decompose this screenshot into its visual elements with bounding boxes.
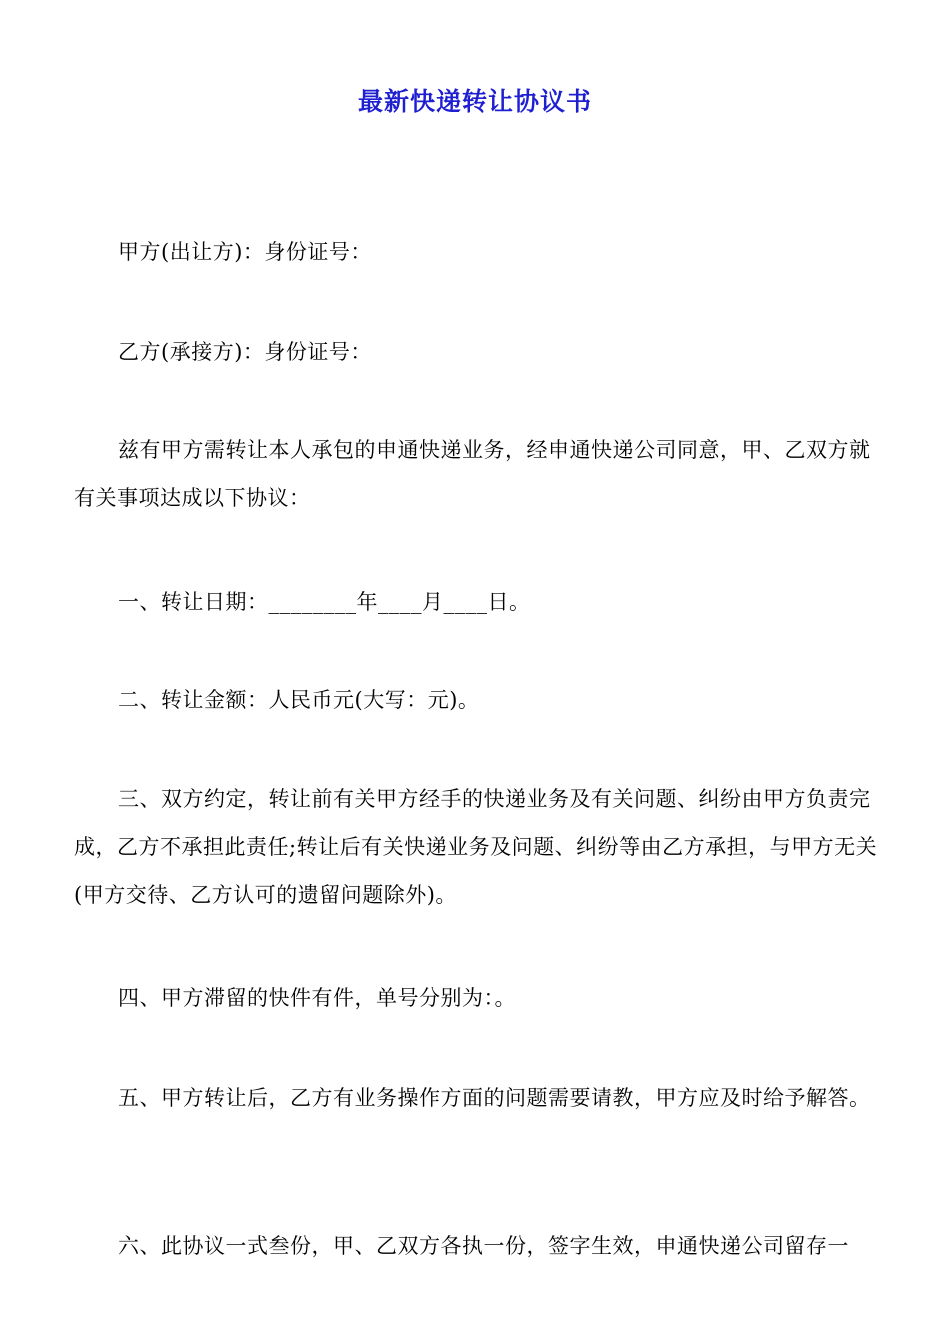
paragraph-clause-4: 四、甲方滞留的快件有件，单号分别为：。 [118,986,516,1010]
document-title: 最新快递转让协议书 [357,87,592,116]
paragraph-clause-2: 二、转让金额：人民币元(大写：元)。 [118,688,480,712]
paragraph-clause-6: 六、此协议一式叁份，甲、乙双方各执一份，签字生效，申通快递公司留存一 [118,1234,849,1258]
paragraph-clause-5: 五、甲方转让后，乙方有业务操作方面的问题需要请教，甲方应及时给予解答。 [118,1086,871,1110]
paragraph-party-a: 甲方(出让方)：身份证号： [118,240,372,264]
paragraph-clause-3: 三、双方约定，转让前有关甲方经手的快递业务及有关问题、纠纷由甲方负责完成，乙方不承担此责任;转让后有关快递业务及问题、纠纷等由乙方承担，与甲方无关(甲方交待、乙方认可的遗留问题除外)。 [74,787,878,907]
paragraph-preamble: 兹有甲方需转让本人承包的申通快递业务，经申通快递公司同意，甲、乙双方就有关事项达成以下协议： [74,438,871,510]
paragraph-clause-1: 一、转让日期：________年____月____日。 [118,590,531,614]
paragraph-party-b: 乙方(承接方)：身份证号： [118,340,372,364]
